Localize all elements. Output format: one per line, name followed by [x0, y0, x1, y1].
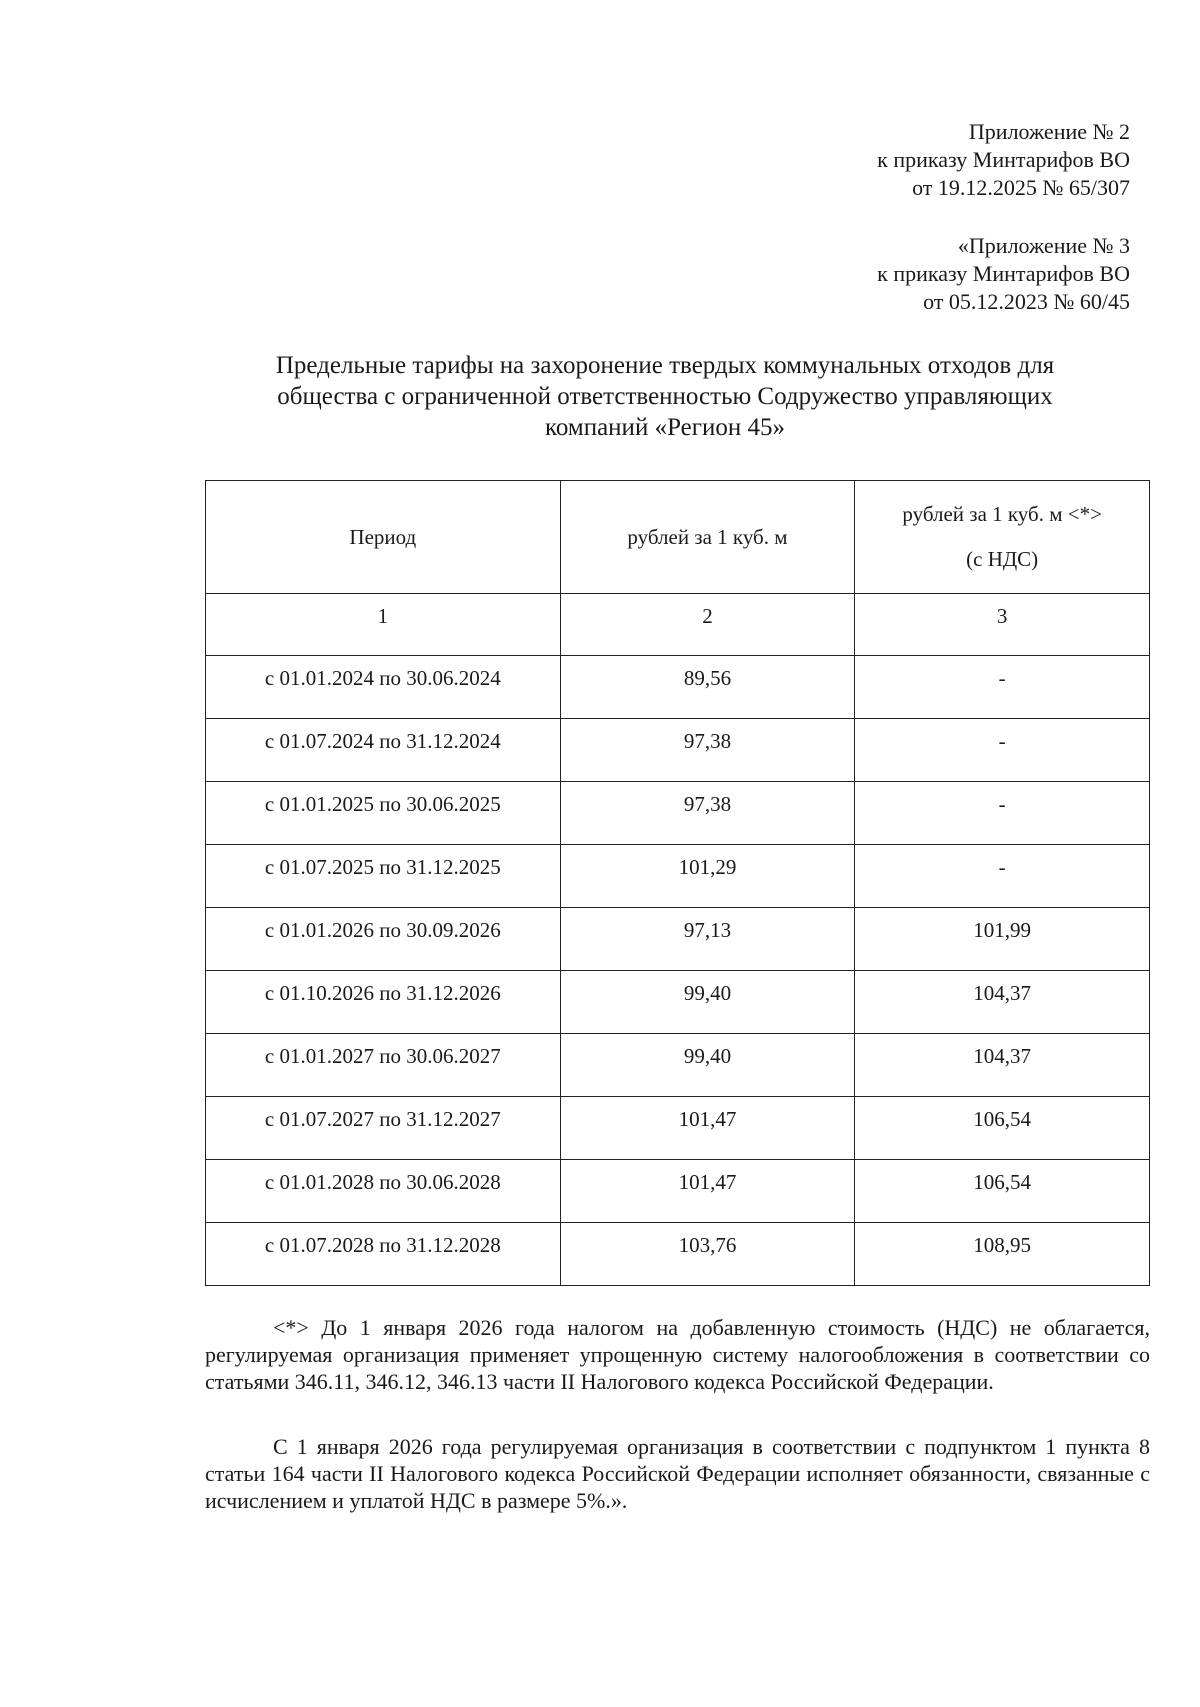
header-price-vat-line-1: рублей за 1 куб. м <*> [902, 502, 1102, 526]
table-row [206, 908, 1150, 971]
annex-line-3: от 05.12.2023 № 60/45 [923, 289, 1130, 314]
header-price-vat-line-2: (с НДС) [966, 547, 1039, 571]
table-row [206, 1097, 1150, 1160]
annex-line-2: к приказу Минтарифов ВО [877, 261, 1130, 286]
table-row [206, 719, 1150, 782]
header-price: рублей за 1 куб. м [560, 481, 855, 594]
period-cell: с 01.01.2026 по 30.09.2026 [206, 908, 561, 971]
column-number-row [206, 594, 1150, 656]
period-cell: с 01.07.2025 по 31.12.2025 [206, 845, 561, 908]
header-price-vat [855, 481, 1150, 594]
period-cell: с 01.07.2027 по 31.12.2027 [206, 1097, 561, 1160]
price-vat-cell: - [855, 719, 1150, 782]
annex-line-1: «Приложение № 3 [957, 233, 1130, 258]
period-cell: с 01.07.2028 по 31.12.2028 [206, 1223, 561, 1286]
tariff-table [205, 480, 1150, 1286]
period-cell: с 01.10.2026 по 31.12.2026 [206, 971, 561, 1034]
price-vat-cell: 101,99 [855, 908, 1150, 971]
price-cell: 101,47 [560, 1097, 855, 1160]
title-line-3: компаний «Регион 45» [544, 414, 785, 441]
column-number: 1 [206, 594, 561, 656]
price-cell: 97,38 [560, 719, 855, 782]
price-cell: 99,40 [560, 1034, 855, 1097]
price-cell: 97,13 [560, 908, 855, 971]
price-cell: 101,47 [560, 1160, 855, 1223]
annex-reference [877, 232, 1130, 316]
period-cell: с 01.01.2027 по 30.06.2027 [206, 1034, 561, 1097]
period-cell: с 01.07.2024 по 31.12.2024 [206, 719, 561, 782]
table-row [206, 1223, 1150, 1286]
price-vat-cell: 104,37 [855, 971, 1150, 1034]
approval-line-1: Приложение № 2 [968, 119, 1130, 144]
price-vat-cell: - [855, 845, 1150, 908]
column-number: 3 [855, 594, 1150, 656]
table-row [206, 782, 1150, 845]
table-row [206, 1160, 1150, 1223]
price-vat-cell: 104,37 [855, 1034, 1150, 1097]
price-vat-cell: - [855, 656, 1150, 719]
period-cell: с 01.01.2024 по 30.06.2024 [206, 656, 561, 719]
table-row [206, 656, 1150, 719]
document-title [200, 350, 1130, 443]
header-period: Период [206, 481, 561, 594]
table-row [206, 971, 1150, 1034]
note-vat-2026: С 1 января 2026 года регулируемая организация в соответствии с подпунктом 1 пункта 8 статьи 164 части II Налогового кодекса Российской Федерации исполняет обязанности, связанные с исчислением и уплатой НДС в размере 5%.». [205, 1434, 1150, 1513]
price-cell: 101,29 [560, 845, 855, 908]
approval-reference [877, 118, 1130, 202]
price-vat-cell: 108,95 [855, 1223, 1150, 1286]
approval-line-3: от 19.12.2025 № 65/307 [912, 175, 1130, 200]
column-number: 2 [560, 594, 855, 656]
period-cell: с 01.01.2025 по 30.06.2025 [206, 782, 561, 845]
price-vat-cell: 106,54 [855, 1097, 1150, 1160]
price-cell: 103,76 [560, 1223, 855, 1286]
price-vat-cell: 106,54 [855, 1160, 1150, 1223]
table-row [206, 1034, 1150, 1097]
price-cell: 99,40 [560, 971, 855, 1034]
title-line-1: Предельные тарифы на захоронение твердых коммунальных отходов для [275, 352, 1055, 379]
title-line-2: общества с ограниченной ответственностью Содружество управляющих [277, 383, 1053, 410]
price-vat-cell: - [855, 782, 1150, 845]
period-cell: с 01.01.2028 по 30.06.2028 [206, 1160, 561, 1223]
price-cell: 89,56 [560, 656, 855, 719]
approval-line-2: к приказу Минтарифов ВО [877, 147, 1130, 172]
price-cell: 97,38 [560, 782, 855, 845]
table-row [206, 845, 1150, 908]
table-header-row [206, 481, 1150, 594]
footnote-vat: <*> До 1 января 2026 года налогом на добавленную стоимость (НДС) не облагается, регулируемая организация применяет упрощенную систему налогообложения в соответствии со статьями 346.11, 346.12, 346.13 части II Налогового кодекса Российской Федерации. [205, 1315, 1150, 1394]
